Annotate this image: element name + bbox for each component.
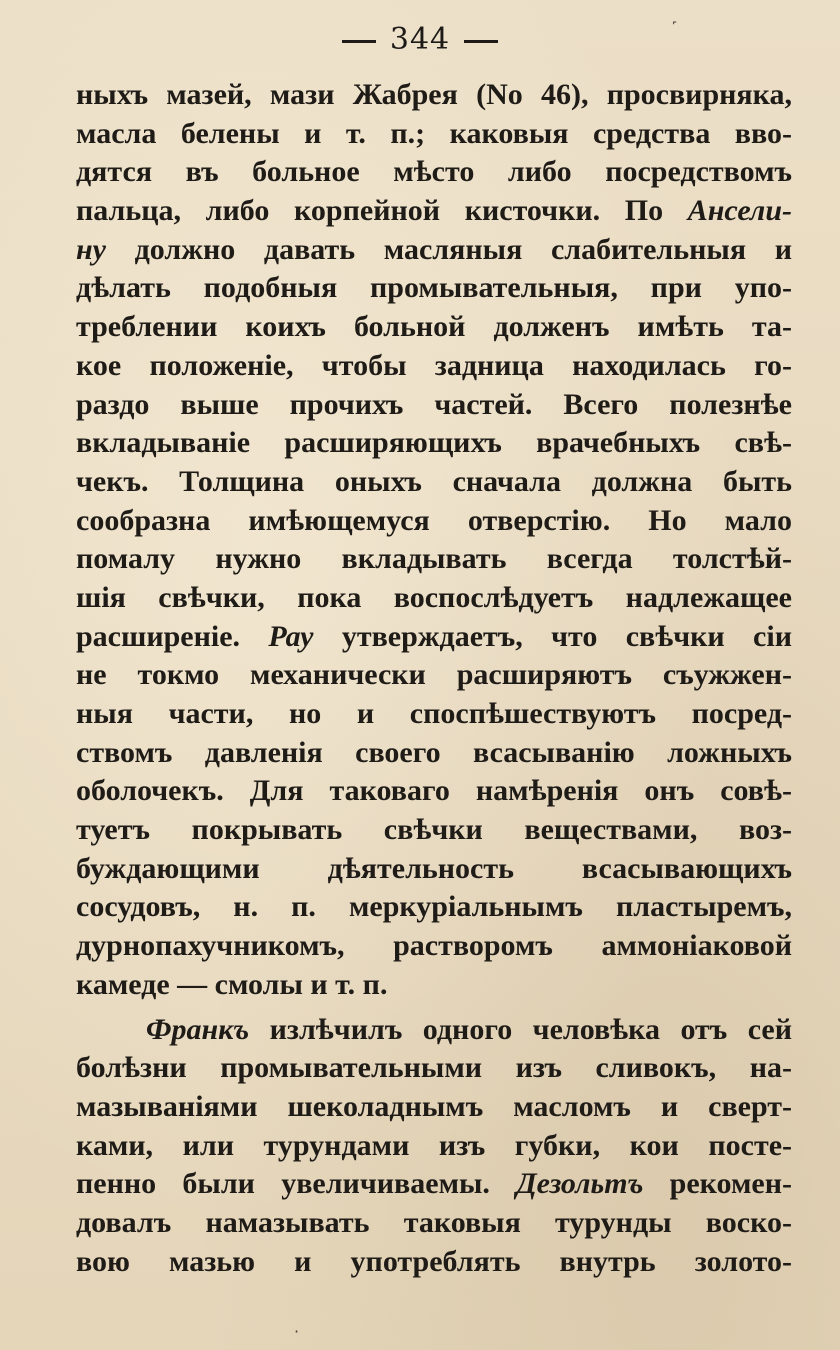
author-name: ну xyxy=(76,232,106,266)
author-name: Дезольтъ xyxy=(516,1167,644,1201)
header-dash-right xyxy=(464,40,498,43)
text-line: ну должно давать масляныя слабительныя и xyxy=(76,232,792,266)
text-line: ныхъ мазей, мази Жабрея (No 46), просвирняка, xyxy=(76,78,792,111)
text-line: не токмо механически расширяютъ съужжен- xyxy=(76,658,792,692)
print-speck: ˹ xyxy=(672,18,678,37)
author-name: Ансели- xyxy=(687,194,792,228)
author-name: Рау xyxy=(268,619,314,653)
text-line: чекъ. Толщина оныхъ сначала должна быть xyxy=(76,464,792,498)
text-line: оболочекъ. Для таковаго намѣренія онъ совѣ- xyxy=(76,774,792,808)
text-line: вою мазью и употреблять внутрь золото- xyxy=(76,1244,792,1278)
text-line: дѣлать подобныя промывательныя, при упо- xyxy=(76,271,792,305)
text-line: ствомъ давленія своего всасыванію ложныхъ xyxy=(76,735,792,769)
text-line: кое положеніе, чтобы задница находилась го- xyxy=(76,348,792,382)
text-line: довалъ намазывать таковыя турунды воско- xyxy=(76,1205,792,1239)
author-name: Франкъ xyxy=(146,1012,250,1046)
text-line: дятся въ больное мѣсто либо посредствомъ xyxy=(76,155,792,189)
header-dash-left xyxy=(342,40,376,43)
text-line: сосудовъ, н. п. меркуріальнымъ пластыремъ, xyxy=(76,890,792,924)
text-line: шія свѣчки, пока воспослѣдуетъ надлежащее xyxy=(76,580,792,614)
text-line: пенно были увеличиваемы. Дезольтъ рекомен- xyxy=(76,1167,792,1201)
text-line: треблении коихъ больной долженъ имѣть та- xyxy=(76,310,792,344)
text-line: мазываніями шеколаднымъ масломъ и сверт- xyxy=(76,1089,792,1123)
text-line: пальца, либо корпейной кисточки. По Ансели- xyxy=(76,194,792,228)
body-text xyxy=(76,76,792,1281)
text-line: туетъ покрывать свѣчки веществами, воз- xyxy=(76,813,792,847)
text-line: дурнопахучникомъ, растворомъ аммоніаковой xyxy=(76,929,792,963)
text-line: ками, или турундами изъ губки, кои посте- xyxy=(76,1128,792,1162)
paragraph-1 xyxy=(76,76,792,1005)
page-header xyxy=(0,22,840,57)
text-line: камеде — смолы и т. п. xyxy=(76,967,388,1001)
page-number: 344 xyxy=(389,22,451,57)
text-line: Франкъ излѣчилъ одного человѣка отъ сей xyxy=(146,1012,792,1046)
text-line: болѣзни промывательными изъ сливокъ, на- xyxy=(76,1051,792,1085)
text-line: помалу нужно вкладывать всегда толстѣй- xyxy=(76,542,792,576)
text-line: сообразна имѣющемуся отверстію. Но мало xyxy=(76,503,792,537)
text-line: вкладываніе расширяющихъ врачебныхъ свѣ- xyxy=(76,426,792,460)
text-line: расширеніе. Рау утверждаетъ, что свѣчки сіи xyxy=(76,619,792,653)
paragraph-2 xyxy=(76,1011,792,1282)
text-line: масла белены и т. п.; каковыя средства вво- xyxy=(76,116,792,150)
text-line: раздо выше прочихъ частей. Всего полезнѣе xyxy=(76,387,792,421)
text-line: ныя части, но и споспѣшествуютъ посред- xyxy=(76,697,792,730)
print-speck: · xyxy=(294,1322,300,1341)
text-line: буждающими дѣятельность всасывающихъ xyxy=(76,851,792,885)
